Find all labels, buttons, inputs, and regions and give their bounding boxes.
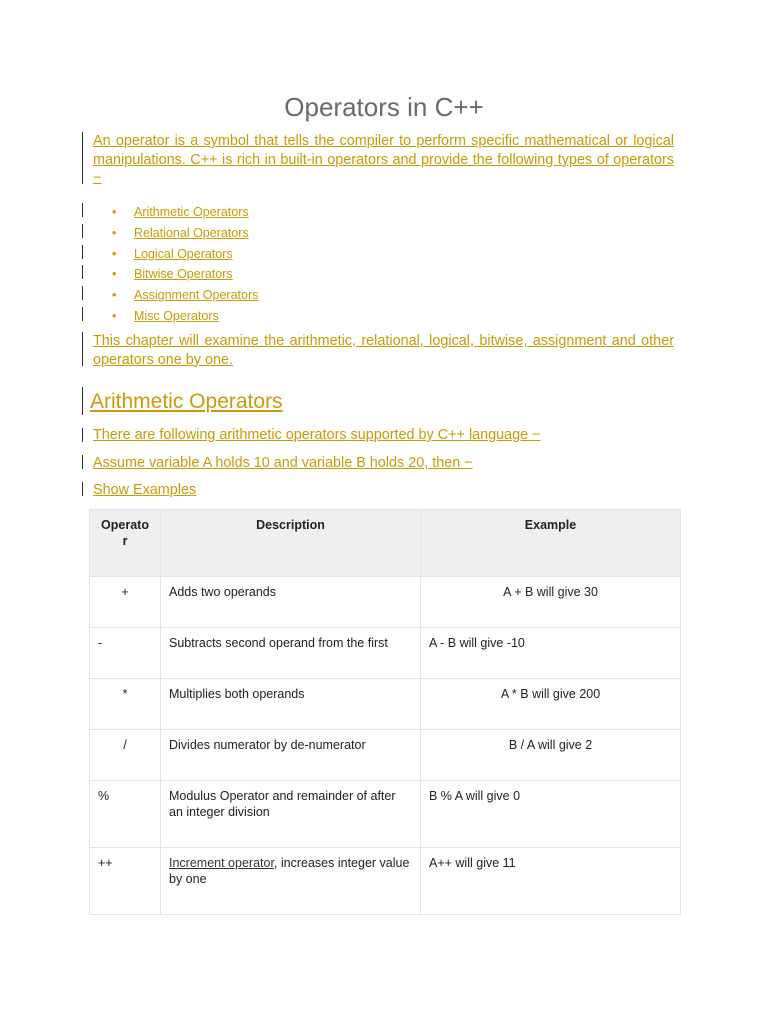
table-header-row [90, 510, 681, 577]
table-row [90, 577, 681, 628]
description-cell [161, 848, 421, 915]
section-intro-line[interactable]: There are following arithmetic operators supported by C++ language − [93, 427, 541, 443]
operator-cell: % [90, 781, 161, 848]
revision-bar [82, 428, 83, 442]
operators-table [89, 509, 681, 915]
list-item[interactable] [112, 244, 258, 265]
bullet-icon: • [112, 205, 117, 219]
revision-bar [82, 332, 83, 366]
revision-bar [82, 482, 83, 496]
list-item[interactable] [112, 264, 258, 285]
revision-bar [82, 286, 83, 300]
column-header: Description [161, 510, 421, 577]
operator-type-link[interactable]: Arithmetic Operators [134, 205, 249, 219]
revision-bar [82, 224, 83, 238]
increment-operator-link[interactable]: Increment operator [169, 856, 274, 870]
revision-bar [82, 455, 83, 469]
table-row [90, 730, 681, 781]
operator-type-link[interactable]: Relational Operators [134, 225, 249, 240]
description-cell: Adds two operands [161, 577, 421, 628]
revision-bar [82, 307, 83, 321]
operator-cell: / [90, 730, 161, 781]
revision-bar [82, 245, 83, 259]
description-cell: Subtracts second operand from the first [161, 628, 421, 679]
revision-bar [82, 265, 83, 279]
column-header: Operato r [90, 510, 161, 577]
list-item[interactable] [112, 306, 258, 327]
operator-type-link[interactable]: Logical Operators [134, 246, 233, 261]
table-row [90, 628, 681, 679]
bullet-icon: • [112, 225, 117, 240]
list-item[interactable] [112, 285, 258, 306]
table-row [90, 781, 681, 848]
description-cell: Multiplies both operands [161, 679, 421, 730]
page-title: Operators in C++ [284, 92, 484, 122]
example-cell: B % A will give 0 [421, 781, 681, 848]
operator-type-link[interactable]: Assignment Operators [134, 288, 259, 303]
description-cell: Modulus Operator and remainder of after an integer division [161, 781, 421, 848]
revision-bar [82, 203, 83, 217]
assumption-line[interactable]: Assume variable A holds 10 and variable B holds 20, then − [93, 455, 473, 471]
chapter-note[interactable]: This chapter will examine the arithmetic, relational, logical, bitwise, assignment and other operators one by one. [93, 333, 674, 368]
revision-bar [82, 132, 83, 184]
intro-paragraph[interactable]: An operator is a symbol that tells the compiler to perform specific mathematical or logical manipulations. C++ is rich in built-in operators and provide the following types of operators − [93, 133, 674, 186]
example-cell: A * B will give 200 [421, 679, 681, 730]
bullet-icon: • [112, 246, 117, 261]
operator-cell: * [90, 679, 161, 730]
operator-type-link[interactable]: Misc Operators [134, 308, 219, 323]
example-cell: A + B will give 30 [421, 577, 681, 628]
show-examples-link[interactable]: Show Examples [93, 482, 197, 498]
example-cell: A - B will give -10 [421, 628, 681, 679]
bullet-icon: • [112, 267, 117, 282]
operator-cell: + [90, 577, 161, 628]
list-item[interactable] [112, 202, 258, 223]
operator-type-link[interactable]: Bitwise Operators [134, 267, 233, 282]
operator-cell: ++ [90, 848, 161, 915]
example-cell: A++ will give 11 [421, 848, 681, 915]
example-cell: B / A will give 2 [421, 730, 681, 781]
operator-types-list [112, 202, 258, 327]
bullet-icon: • [112, 308, 117, 323]
description-rest: , increases integer value by one [169, 856, 410, 886]
table-row [90, 848, 681, 915]
description-cell: Divides numerator by de-numerator [161, 730, 421, 781]
list-item[interactable] [112, 223, 258, 244]
column-header: Example [421, 510, 681, 577]
revision-bar [82, 387, 83, 415]
operator-cell: - [90, 628, 161, 679]
table-row [90, 679, 681, 730]
bullet-icon: • [112, 288, 117, 303]
section-heading[interactable]: Arithmetic Operators [90, 390, 283, 413]
